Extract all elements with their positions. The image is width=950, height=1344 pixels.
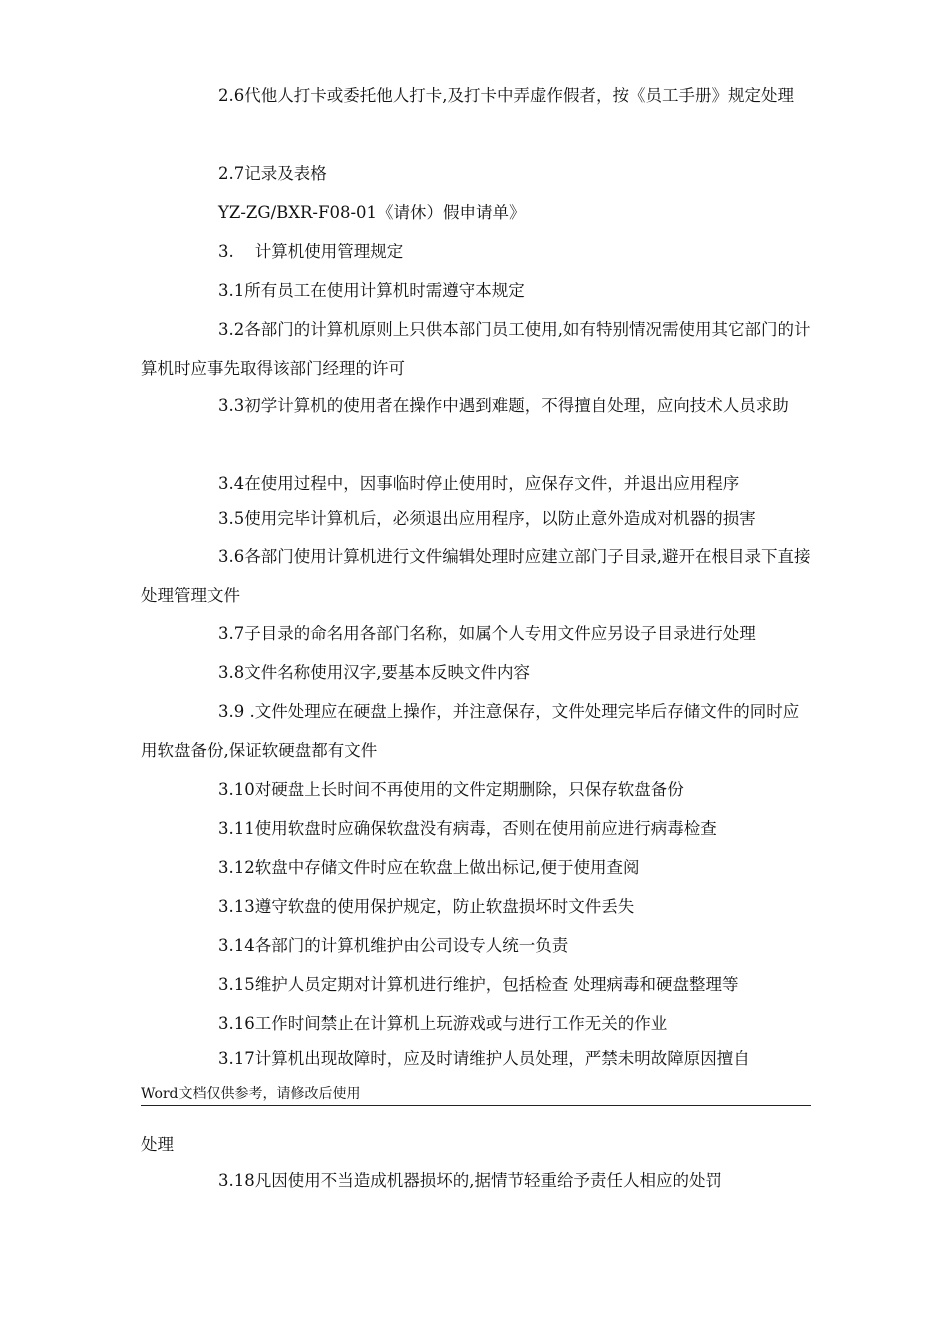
- paragraph-3-8: 3.8文件名称使用汉字,要基本反映文件内容: [218, 663, 530, 682]
- paragraph-2-7: 2.7记录及表格: [218, 164, 327, 183]
- paragraph-3-7: 3.7子目录的命名用各部门名称，如属个人专用文件应另设子目录进行处理: [218, 624, 756, 643]
- paragraph-3-9: 3.9 .文件处理应在硬盘上操作，并注意保存，文件处理完毕后存储文件的同时应用软盘备份,保证软硬盘都有文件: [141, 702, 800, 760]
- paragraph-3-17-part2: 处理: [141, 1135, 174, 1154]
- paragraph-3-1: 3.1所有员工在使用计算机时需遵守本规定: [218, 281, 525, 300]
- paragraph-2-6: 2.6代他人打卡或委托他人打卡,及打卡中弄虚作假者，按《员工手册》规定处理: [218, 86, 794, 105]
- section-heading-3: 3. 计算机使用管理规定: [218, 242, 404, 261]
- page-footer: Word文档仅供参考，请修改后使用: [141, 1083, 811, 1106]
- paragraph-3-17-part1: 3.17计算机出现故障时，应及时请维护人员处理，严禁未明故障原因擅自: [218, 1049, 750, 1068]
- paragraph-3-10: 3.10对硬盘上长时间不再使用的文件定期删除，只保存软盘备份: [218, 780, 684, 799]
- paragraph-3-12: 3.12软盘中存储文件时应在软盘上做出标记,便于使用查阅: [218, 858, 640, 877]
- paragraph-3-13: 3.13遵守软盘的使用保护规定，防止软盘损坏时文件丢失: [218, 897, 635, 916]
- paragraph-3-4: 3.4在使用过程中，因事临时停止使用时，应保存文件，并退出应用程序: [218, 474, 740, 493]
- form-reference: YZ-ZG/BXR-F08-01《请休）假申请单》: [218, 203, 526, 222]
- paragraph-3-18: 3.18凡因使用不当造成机器损坏的,据情节轻重给予责任人相应的处罚: [218, 1171, 722, 1190]
- paragraph-3-2: 3.2各部门的计算机原则上只供本部门员工使用,如有特别情况需使用其它部门的计算机时应事先取得该部门经理的许可: [141, 320, 811, 378]
- paragraph-3-11: 3.11使用软盘时应确保软盘没有病毒，否则在使用前应进行病毒检查: [218, 819, 717, 838]
- paragraph-3-3: 3.3初学计算机的使用者在操作中遇到难题，不得擅自处理，应向技术人员求助: [218, 396, 789, 415]
- paragraph-3-16: 3.16工作时间禁止在计算机上玩游戏或与进行工作无关的作业: [218, 1014, 668, 1033]
- paragraph-3-14: 3.14各部门的计算机维护由公司设专人统一负责: [218, 936, 569, 955]
- paragraph-3-6: 3.6各部门使用计算机进行文件编辑处理时应建立部门子目录,避开在根目录下直接处理管理文件: [141, 547, 811, 605]
- paragraph-3-5: 3.5使用完毕计算机后，必须退出应用程序，以防止意外造成对机器的损害: [218, 509, 756, 528]
- paragraph-3-15: 3.15维护人员定期对计算机进行维护，包括检查 处理病毒和硬盘整理等: [218, 975, 739, 994]
